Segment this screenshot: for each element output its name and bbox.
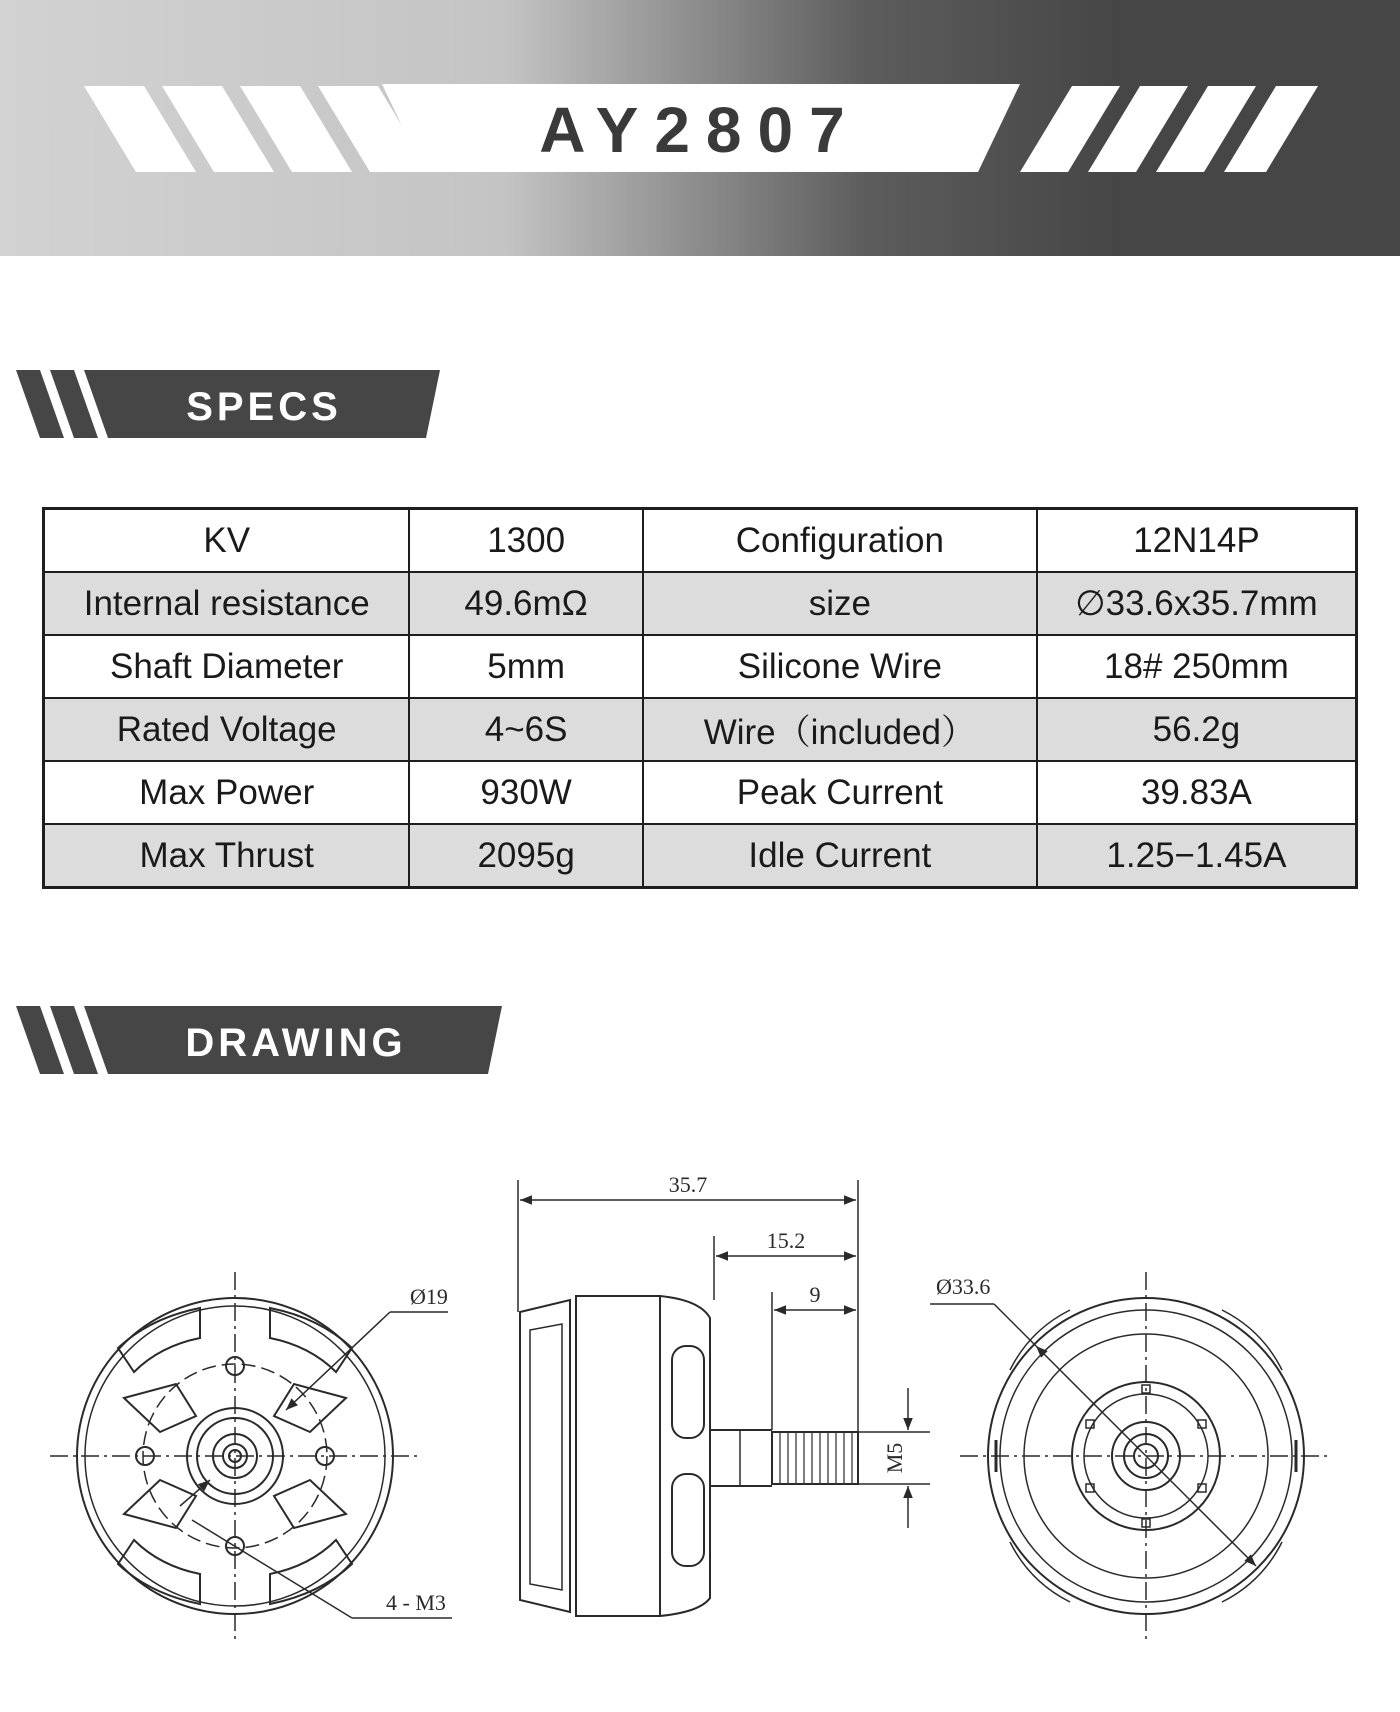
spec-label: KV xyxy=(44,509,410,573)
table-row xyxy=(44,509,1357,573)
spec-label: Peak Current xyxy=(643,761,1037,824)
motor-side-view xyxy=(518,1180,930,1616)
spec-label: size xyxy=(643,572,1037,635)
specs-table xyxy=(42,507,1358,889)
dim-phi19-label: Ø19 xyxy=(410,1284,448,1309)
table-row xyxy=(44,635,1357,698)
table-row xyxy=(44,572,1357,635)
motor-top-view xyxy=(930,1272,1330,1640)
spec-value: 1.25−1.45A xyxy=(1037,824,1357,888)
table-row xyxy=(44,824,1357,888)
spec-value: 18# 250mm xyxy=(1037,635,1357,698)
spec-label: Internal resistance xyxy=(44,572,410,635)
spec-label: Max Thrust xyxy=(44,824,410,888)
specs-stripes-icon xyxy=(16,370,98,438)
specs-title: SPECS xyxy=(186,385,342,429)
dim-total-label: 35.7 xyxy=(668,1172,708,1197)
spec-value: 4~6S xyxy=(409,698,642,761)
dim-thread-label: 9 xyxy=(809,1282,821,1307)
spec-label: Silicone Wire xyxy=(643,635,1037,698)
dim-m3-label: 4 - M3 xyxy=(386,1590,446,1615)
spec-label: Wire（included） xyxy=(643,698,1037,761)
spec-value: 49.6mΩ xyxy=(409,572,642,635)
spec-label: Shaft Diameter xyxy=(44,635,410,698)
spec-value: 930W xyxy=(409,761,642,824)
specs-section-header xyxy=(0,368,520,448)
dim-m5-label: M5 xyxy=(882,1442,907,1474)
motor-bottom-view xyxy=(50,1272,452,1640)
table-row xyxy=(44,698,1357,761)
drawing-title: DRAWING xyxy=(185,1021,407,1065)
spec-label: Configuration xyxy=(643,509,1037,573)
spec-value: 2095g xyxy=(409,824,642,888)
spec-value: 39.83A xyxy=(1037,761,1357,824)
spec-value: 12N14P xyxy=(1037,509,1357,573)
drawing-section-header xyxy=(0,1004,520,1084)
table-row xyxy=(44,761,1357,824)
spec-value: 1300 xyxy=(409,509,642,573)
header-banner xyxy=(0,0,1400,256)
dim-shaft-label: 15.2 xyxy=(766,1228,806,1253)
drawing-stripes-icon xyxy=(16,1006,98,1074)
dim-phi336-label: Ø33.6 xyxy=(936,1274,991,1299)
spec-value: ∅33.6x35.7mm xyxy=(1037,572,1357,635)
spec-label: Rated Voltage xyxy=(44,698,410,761)
spec-value: 56.2g xyxy=(1037,698,1357,761)
spec-value: 5mm xyxy=(409,635,642,698)
technical-drawing xyxy=(0,1160,1400,1712)
product-title: AY2807 xyxy=(539,94,861,166)
spec-label: Idle Current xyxy=(643,824,1037,888)
spec-label: Max Power xyxy=(44,761,410,824)
